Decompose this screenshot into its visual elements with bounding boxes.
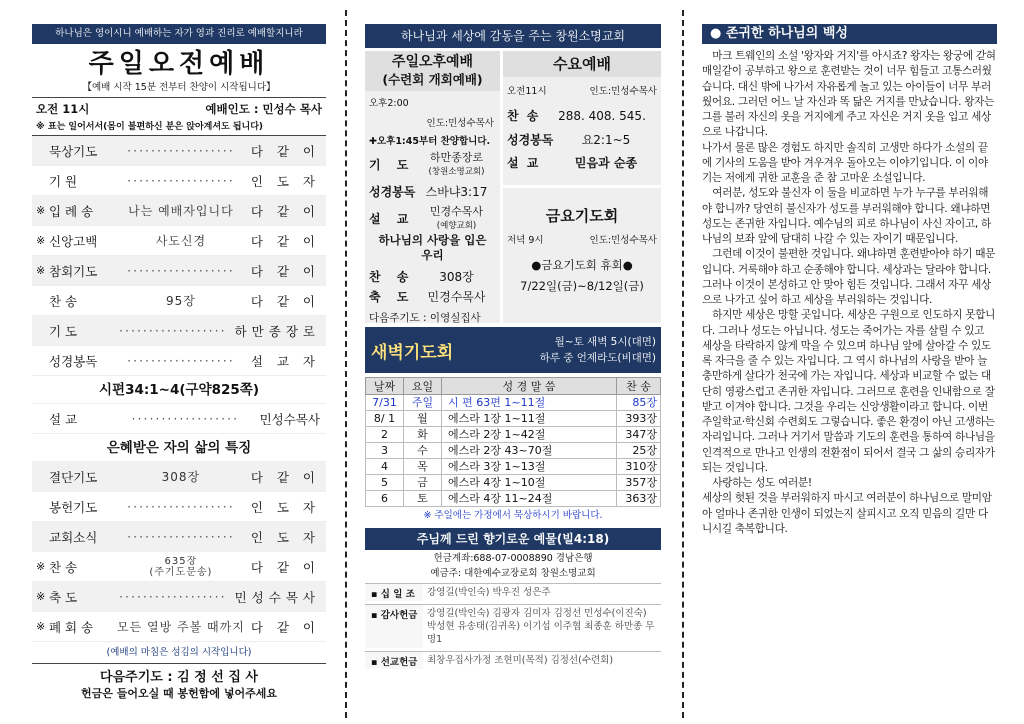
cell-book: 에스라 2장 1~42절 bbox=[442, 427, 617, 443]
offering-label: ▪ 선교헌금 bbox=[365, 652, 423, 669]
standing-note: ※ 표는 일어서서(몸이 불편하신 분은 앉아계셔도 됩니다) bbox=[32, 118, 326, 136]
offering-names: 강영길(박인숙) 박우진 성은주 bbox=[427, 587, 551, 598]
cell-date: 4 bbox=[366, 459, 404, 475]
cell-date: 2 bbox=[366, 427, 404, 443]
article-paragraph: 나가서 물론 많은 경험도 하지만 솔직히 고생만 하다가 소설의 끝에 기사의 도움을 받아 겨우겨우 돌아오는 이야기입니다. 이 이야기는 저에게 귀한 교훈을 준 참 고마운 소설입니다. bbox=[702, 141, 988, 184]
dawn-prayer-header bbox=[365, 327, 661, 373]
dot-leader: ·················· bbox=[127, 353, 235, 368]
offering-holder: 예금주: 대한예수교장로회 창원소명교회 bbox=[430, 568, 596, 579]
cell-hymn: 25장 bbox=[617, 443, 661, 459]
wednesday-service bbox=[503, 51, 661, 185]
order-item-person: 인 도 자 bbox=[250, 499, 320, 515]
order-list-2 bbox=[32, 462, 326, 642]
cell-date: 5 bbox=[366, 475, 404, 491]
top-banner: 하나님은 영이시니 예배하는 자가 영과 진리로 예배할지니라 bbox=[32, 24, 326, 44]
order-item-name: 폐 회 송 bbox=[49, 619, 94, 635]
order-row bbox=[32, 136, 326, 166]
order-row bbox=[32, 286, 326, 316]
stand-mark: ※ bbox=[36, 620, 46, 633]
article-paragraph: 사랑하는 성도 여러분! bbox=[702, 477, 812, 489]
order-item-person: 다 같 이 bbox=[250, 293, 320, 309]
wednesday-sermon: 설 교 믿음과 순종 bbox=[507, 156, 638, 170]
order-item-person: 다 같 이 bbox=[250, 263, 320, 279]
friday-prayer bbox=[503, 188, 661, 323]
offering-names: 최창우집사가정 조현미(목적) 김정선(수련회) bbox=[427, 655, 614, 666]
dot-leader: ·················· bbox=[127, 529, 235, 544]
order-item-detail: 나는 예배자입니다 bbox=[128, 204, 234, 218]
article-paragraph: 여러분, 성도와 불신자 이 둘을 비교하면 누가 누구를 부러워해야 합니까? 당연히 불신자가 성도를 부러워해야 합니다. 왜냐하면 성도는 존귀한 자입니다. 예수님의 피로 하나님이 사신 자이고, 하나님의 보좌 앞에 담대히 나갈 수 있는 자이기 때문입니다. bbox=[702, 187, 991, 245]
table-row bbox=[366, 459, 661, 475]
cell-day: 금 bbox=[404, 475, 442, 491]
order-item-person: 다 같 이 bbox=[250, 143, 320, 159]
friday-dates: 7/22일(금)~8/12일(금) bbox=[520, 279, 644, 293]
table-row bbox=[366, 411, 661, 427]
afternoon-hymn: 찬 송 308장 bbox=[369, 270, 474, 284]
cell-book: 시 편 63편 1~11절 bbox=[442, 395, 617, 411]
wednesday-hymn: 찬 송 288. 408. 545. bbox=[507, 109, 646, 123]
col-day: 요일 bbox=[404, 378, 442, 395]
order-item-person: 다 같 이 bbox=[250, 619, 320, 635]
dawn-note: ※ 주일에는 가정에서 묵상하시기 바랍니다. bbox=[423, 510, 603, 521]
afternoon-benediction: 축 도 민경수목사 bbox=[369, 290, 486, 304]
dawn-line2: 하루 중 언제라도(비대면) bbox=[539, 352, 656, 364]
wednesday-leader: 인도:민성수목사 bbox=[589, 86, 657, 97]
article-paragraph: 하지만 세상은 망할 곳입니다. 세상은 구원으로 인도하지 못합니다. 그러나 성도는 아닙니다. 성도는 죽어가는 자를 살릴 수 있고 세상을 타락하지 않게 막을 수 있으며 하나님 앞에 살아갈 수 있도록 자극을 줄 수 있는 자입니다. 그 역시 하나님의 사랑을 받아 늘 충만하게 살다가 천국에 가는 자입니다. 세상과 비교할 수 없는 대단히 영광스럽고 존귀한 자입니다. 그러므로 훈련을 인내함으로 잘 받고 이겨야 합니다. 그것을 우리는 신앙생활이라고 합니다. 이번 주일학교·학신회 수련회도 그렇습니다. 좋은 환경이 아닌 고생하는 자리입니다. 그러나 거기서 말씀과 기도의 훈련을 통하여 하나님을 인격적으로 만나고 인생의 전환점이 되어서 결국 그 삶의 승리자가 되는 것입니다. bbox=[702, 309, 996, 474]
article-paragraph: 마크 트웨인의 소설 '왕자와 거지'를 아시죠? 왕자는 왕궁에 갇혀 매일같이 공부하고 왕으로 훈련받는 것이 너무 힘들고 고통스러웠습니다. 대신 밖에 나가서 자유롭게 놀고 있는 아이들이 너무 부러웠어요. 그러던 어느 날 자신과 똑 닮은 거지를 만났습니다. 왕자는 그를 불러 자신의 옷을 거지에게 주고 자신은 거지 옷을 입고 세상으로 나갑니다. bbox=[702, 50, 996, 139]
afternoon-next-week: 다음주기도 : 이영실집사 bbox=[369, 312, 481, 324]
order-item-person: 다 같 이 bbox=[250, 469, 320, 485]
order-item-person: 하만종장로 bbox=[234, 323, 320, 339]
article-title: ● 존귀한 하나님의 백성 bbox=[702, 24, 997, 44]
cell-hymn: 85장 bbox=[617, 395, 661, 411]
order-item-name: 입 례 송 bbox=[49, 203, 94, 219]
table-row bbox=[366, 443, 661, 459]
cell-date: 8/ 1 bbox=[366, 411, 404, 427]
sermon-title: 은혜받은 자의 삶의 특징 bbox=[32, 434, 326, 462]
order-item-name: 기 원 bbox=[49, 173, 78, 189]
friday-notice: ●금요기도회 휴회● bbox=[531, 258, 633, 272]
divider-right bbox=[682, 10, 684, 718]
cell-date: 3 bbox=[366, 443, 404, 459]
order-item-name: 봉헌기도 bbox=[49, 499, 98, 515]
stand-mark: ※ bbox=[36, 560, 46, 573]
wednesday-reading: 성경봉독 요2:1~5 bbox=[507, 133, 631, 147]
divider-left bbox=[345, 10, 347, 718]
stand-mark: ※ bbox=[36, 264, 46, 277]
cell-day: 주일 bbox=[404, 395, 442, 411]
offering-list bbox=[365, 583, 661, 669]
closing-note: (예배의 마침은 섬김의 시작입니다) bbox=[32, 642, 326, 664]
order-item-person: 인 도 자 bbox=[250, 173, 320, 189]
afternoon-reading: 성경봉독 스바냐3:17 bbox=[369, 185, 488, 199]
dot-leader: ·················· bbox=[127, 263, 235, 278]
offering-account: 헌금계좌:688-07-0008890 경남은행 bbox=[433, 553, 593, 564]
sunday-morning-service bbox=[32, 24, 326, 716]
order-item-name: 성경봉독 bbox=[49, 353, 98, 369]
order-row bbox=[32, 612, 326, 642]
dawn-line1: 월~토 새벽 5시(대면) bbox=[554, 336, 656, 348]
order-list-1 bbox=[32, 136, 326, 376]
order-item-person: 인 도 자 bbox=[250, 529, 320, 545]
cell-hymn: 393장 bbox=[617, 411, 661, 427]
order-row bbox=[32, 316, 326, 346]
cell-hymn: 363장 bbox=[617, 491, 661, 507]
offering-label: ▪ 감사헌금 bbox=[365, 605, 423, 648]
order-item-person: 다 같 이 bbox=[250, 203, 320, 219]
afternoon-time: 오후2:00 bbox=[369, 98, 409, 109]
order-item-detail: 95장 bbox=[165, 294, 196, 308]
order-row bbox=[32, 522, 326, 552]
cell-book: 에스라 3장 1~13절 bbox=[442, 459, 617, 475]
cell-book: 에스라 1장 1~11절 bbox=[442, 411, 617, 427]
order-item-name: 기 도 bbox=[49, 323, 78, 339]
order-item-name: 결단기도 bbox=[49, 469, 98, 485]
order-row bbox=[32, 256, 326, 286]
dot-leader: ·················· bbox=[127, 173, 235, 188]
order-item-detail: 635장 (주기도문송) bbox=[149, 555, 213, 578]
cell-book: 에스라 2장 43~70절 bbox=[442, 443, 617, 459]
service-leader: 예배인도 : 민성수 목사 bbox=[205, 102, 322, 116]
offering-item bbox=[365, 604, 661, 648]
sermon-preacher: 민성수목사 bbox=[259, 411, 320, 427]
dawn-schedule-table bbox=[365, 377, 661, 507]
cell-day: 수 bbox=[404, 443, 442, 459]
article-body bbox=[702, 49, 997, 537]
service-header bbox=[32, 97, 326, 118]
cell-hymn: 357장 bbox=[617, 475, 661, 491]
afternoon-leader: 인도:민성수목사 bbox=[426, 118, 494, 129]
sermon-label: 설 교 bbox=[49, 411, 78, 427]
table-row bbox=[366, 395, 661, 411]
offering-note: 헌금은 들어오실 때 봉헌함에 넣어주세요 bbox=[81, 687, 277, 700]
table-row bbox=[366, 491, 661, 507]
col-date: 날짜 bbox=[366, 378, 404, 395]
order-row bbox=[32, 582, 326, 612]
afternoon-sermon: 설 교 민경수목사 (예향교회) bbox=[369, 205, 484, 231]
article-paragraph: 그러나 이것이 본성하고 안 맞아 힘든 것입니다. 그래서 자꾸 세상으로 나가고 싶어 하고 세상을 부러워하는 것입니다. bbox=[702, 278, 991, 306]
dot-leader: ·················· bbox=[127, 143, 235, 158]
dot-leader: ·················· bbox=[119, 589, 227, 604]
cell-book: 에스라 4장 1~10절 bbox=[442, 475, 617, 491]
wednesday-time: 오전11시 bbox=[507, 86, 547, 97]
cell-day: 월 bbox=[404, 411, 442, 427]
order-item-person: 민성수목사 bbox=[234, 589, 320, 605]
afternoon-subtitle: (수련회 개회예배) bbox=[382, 72, 483, 87]
offering-item bbox=[365, 651, 661, 669]
next-week-prayer: 다음주기도 : 김 정 선 집 사 bbox=[100, 670, 258, 685]
table-row bbox=[366, 427, 661, 443]
order-item-name: 교회소식 bbox=[49, 529, 98, 545]
stand-mark: ※ bbox=[36, 234, 46, 247]
cell-hymn: 310장 bbox=[617, 459, 661, 475]
friday-leader: 인도:민성수목사 bbox=[589, 235, 657, 246]
order-item-name: 찬 송 bbox=[49, 559, 78, 575]
offering-names: 강영길(박인숙) 김광자 김미자 김정선 민성수(이진숙) 박성현 유송태(김귀옥) 이기섭 이주협 최종훈 하만종 무명1 bbox=[427, 608, 655, 645]
cell-hymn: 347장 bbox=[617, 427, 661, 443]
cell-book: 에스라 4장 11~24절 bbox=[442, 491, 617, 507]
order-row bbox=[32, 226, 326, 256]
col-hymn: 찬 송 bbox=[617, 378, 661, 395]
wednesday-title: 수요예배 bbox=[503, 51, 661, 77]
sermon-row bbox=[32, 404, 326, 434]
afternoon-sermon-title: 하나님의 사랑을 입은 우리 bbox=[378, 233, 487, 262]
dot-leader: ·················· bbox=[131, 411, 240, 426]
cell-date: 6 bbox=[366, 491, 404, 507]
friday-title: 금요기도회 bbox=[503, 188, 661, 230]
order-row bbox=[32, 552, 326, 582]
order-row bbox=[32, 492, 326, 522]
service-subtitle: 【예배 시작 15분 전부터 찬양이 시작됩니다】 bbox=[82, 82, 276, 93]
scripture-reference: 시편34:1~4(구약825쪽) bbox=[32, 376, 326, 404]
stand-mark: ※ bbox=[36, 204, 46, 217]
afternoon-title: 주일오후예배 bbox=[391, 54, 474, 70]
cell-day: 목 bbox=[404, 459, 442, 475]
order-item-person: 다 같 이 bbox=[250, 559, 320, 575]
afternoon-praise-note: ✚오후1:45부터 찬양합니다. bbox=[369, 136, 491, 147]
column-article bbox=[702, 24, 997, 716]
offering-label: ▪ 십 일 조 bbox=[365, 584, 423, 601]
order-row bbox=[32, 346, 326, 376]
dot-leader: ·················· bbox=[119, 323, 227, 338]
order-row bbox=[32, 196, 326, 226]
order-item-name: 참회기도 bbox=[49, 263, 98, 279]
col-scripture: 성 경 말 씀 bbox=[442, 378, 617, 395]
friday-time: 저녁 9시 bbox=[507, 235, 544, 246]
article-paragraph: 그런데 이것이 불편한 것입니다. 왜냐하면 훈련받아야 하기 때문입니다. 거룩해야 하고 순종해야 합니다. 세상과는 달라야 합니다. bbox=[702, 248, 996, 276]
dot-leader: ·················· bbox=[127, 499, 235, 514]
other-services bbox=[365, 24, 661, 716]
cell-day: 토 bbox=[404, 491, 442, 507]
cell-day: 화 bbox=[404, 427, 442, 443]
table-row bbox=[366, 475, 661, 491]
page-title: 주일오전예배 bbox=[88, 49, 270, 79]
afternoon-prayer: 기 도 하만종장로 (창원소명교회) bbox=[369, 151, 485, 177]
dawn-title: 새벽기도회 bbox=[371, 342, 454, 363]
order-row bbox=[32, 462, 326, 492]
service-time: 오전 11시 bbox=[36, 102, 90, 116]
stand-mark: ※ bbox=[36, 590, 46, 603]
sunday-afternoon-service bbox=[365, 51, 500, 323]
offering-title: 주님께 드린 향기로운 예물(빌4:18) bbox=[365, 528, 661, 550]
order-item-detail: 사도신경 bbox=[155, 234, 207, 248]
order-item-name: 찬 송 bbox=[49, 293, 78, 309]
order-item-name: 신앙고백 bbox=[49, 233, 98, 249]
order-item-person: 설 교 자 bbox=[250, 353, 320, 369]
order-item-name: 묵상기도 bbox=[49, 143, 98, 159]
article-paragraph: 세상의 헛된 것을 부러워하지 마시고 여러분이 하나님으로 말미암아 얼마나 존귀한 인생이 되었는지 살피시고 오직 믿음의 길만 다니시길 축복합니다. bbox=[702, 492, 992, 535]
order-item-person: 다 같 이 bbox=[250, 233, 320, 249]
middle-banner: 하나님과 세상에 감동을 주는 창원소명교회 bbox=[365, 24, 661, 48]
offering-item bbox=[365, 583, 661, 601]
order-row bbox=[32, 166, 326, 196]
order-item-detail: 308장 bbox=[161, 470, 201, 484]
order-item-detail: 모든 열방 주볼 때까지 bbox=[117, 620, 245, 634]
order-item-name: 축 도 bbox=[49, 589, 78, 605]
cell-date: 7/31 bbox=[366, 395, 404, 411]
